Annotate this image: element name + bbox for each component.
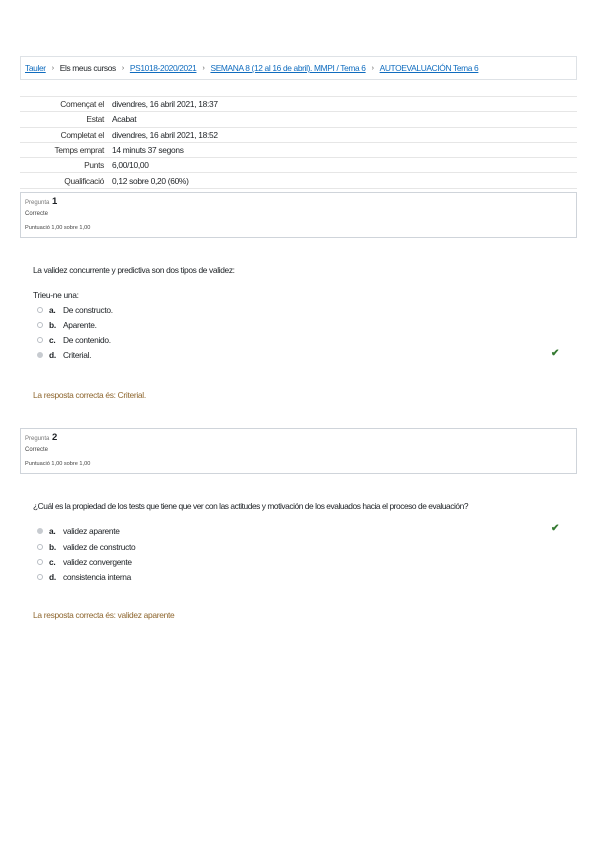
summary-label: Començat el	[20, 97, 112, 112]
breadcrumb-separator: ›	[51, 64, 54, 72]
summary-value: 0,12 sobre 0,20 (60%)	[112, 173, 577, 188]
question-1-info	[20, 192, 577, 238]
option-text: De contenido.	[63, 335, 111, 345]
option-letter: a.	[49, 305, 56, 315]
radio-button[interactable]	[37, 544, 43, 550]
option-text: validez aparente	[63, 526, 120, 536]
attempt-summary-table	[20, 96, 577, 189]
option-text: De constructo.	[63, 305, 113, 315]
question-1-prompt: Trieu-ne una:	[33, 290, 79, 300]
question-2-option-c[interactable]	[37, 556, 132, 568]
question-grade: Puntuació 1,00 sobre 1,00	[25, 225, 91, 231]
question-number	[25, 196, 57, 207]
question-2-option-a[interactable]	[37, 525, 120, 537]
option-text: validez convergente	[63, 557, 132, 567]
radio-button[interactable]	[37, 322, 43, 328]
breadcrumb-section[interactable]: SEMANA 8 (12 al 16 de abril). MMPI / Tema 6	[210, 63, 366, 73]
option-letter: c.	[49, 335, 56, 345]
summary-label: Estat	[20, 112, 112, 127]
radio-button[interactable]	[37, 574, 43, 580]
question-grade: Puntuació 1,00 sobre 1,00	[25, 461, 91, 467]
question-1-option-d[interactable]	[37, 349, 91, 361]
breadcrumb-separator: ›	[121, 64, 124, 72]
summary-value: divendres, 16 abril 2021, 18:52	[112, 127, 577, 142]
option-text: validez de constructo	[63, 542, 136, 552]
summary-row-time-taken	[20, 142, 577, 157]
option-letter: a.	[49, 526, 56, 536]
option-letter: d.	[49, 572, 56, 582]
summary-row-marks	[20, 158, 577, 173]
correct-check-icon: ✔	[551, 523, 560, 534]
option-letter: c.	[49, 557, 56, 567]
option-text: Aparente.	[63, 320, 97, 330]
question-label: Pregunta	[25, 436, 50, 442]
summary-value: 6,00/10,00	[112, 158, 577, 173]
question-state: Correcte	[25, 447, 49, 453]
radio-button[interactable]	[37, 559, 43, 565]
question-1-option-c[interactable]	[37, 334, 111, 346]
summary-row-state	[20, 112, 577, 127]
question-1-correct-answer: La resposta correcta és: Criterial.	[33, 390, 146, 400]
breadcrumb-dashboard[interactable]: Tauler	[25, 63, 46, 73]
breadcrumb-separator: ›	[202, 64, 205, 72]
summary-label: Punts	[20, 158, 112, 173]
radio-button[interactable]	[37, 307, 43, 313]
question-number-value: 1	[52, 196, 58, 207]
option-letter: b.	[49, 320, 56, 330]
summary-label: Completat el	[20, 127, 112, 142]
summary-row-completed	[20, 127, 577, 142]
question-label: Pregunta	[25, 200, 50, 206]
question-state: Correcte	[25, 211, 49, 217]
question-1-option-b[interactable]	[37, 319, 97, 331]
radio-button[interactable]	[37, 337, 43, 343]
breadcrumb	[20, 56, 577, 80]
breadcrumb-my-courses: Els meus cursos	[59, 63, 116, 73]
question-2-correct-answer: La resposta correcta és: validez aparente	[33, 610, 175, 620]
question-1-option-a[interactable]	[37, 304, 113, 316]
summary-row-grade	[20, 173, 577, 188]
summary-value: Acabat	[112, 112, 577, 127]
question-2-option-b[interactable]	[37, 541, 135, 553]
summary-value: divendres, 16 abril 2021, 18:37	[112, 97, 577, 112]
option-text: Criterial.	[63, 350, 92, 360]
option-letter: b.	[49, 542, 56, 552]
summary-row-started	[20, 97, 577, 112]
summary-label: Temps emprat	[20, 142, 112, 157]
radio-button-selected[interactable]	[37, 352, 43, 358]
question-2-info	[20, 428, 577, 474]
option-letter: d.	[49, 350, 56, 360]
breadcrumb-quiz[interactable]: AUTOEVALUACIÓN Tema 6	[379, 63, 479, 73]
correct-check-icon: ✔	[551, 348, 560, 359]
question-2-text: ¿Cuál es la propiedad de los tests que tiene que ver con las actitudes y motivación de los evaluados hacia el proceso de evaluación?	[33, 501, 469, 511]
question-1-text: La validez concurrente y predictiva son dos tipos de validez:	[33, 265, 235, 275]
summary-value: 14 minuts 37 segons	[112, 142, 577, 157]
question-number-value: 2	[52, 432, 58, 443]
breadcrumb-separator: ›	[371, 64, 374, 72]
question-2-option-d[interactable]	[37, 571, 131, 583]
question-number	[25, 432, 57, 443]
summary-label: Qualificació	[20, 173, 112, 188]
option-text: consistencia interna	[63, 572, 132, 582]
breadcrumb-course[interactable]: PS1018-2020/2021	[129, 63, 197, 73]
radio-button-selected[interactable]	[37, 528, 43, 534]
